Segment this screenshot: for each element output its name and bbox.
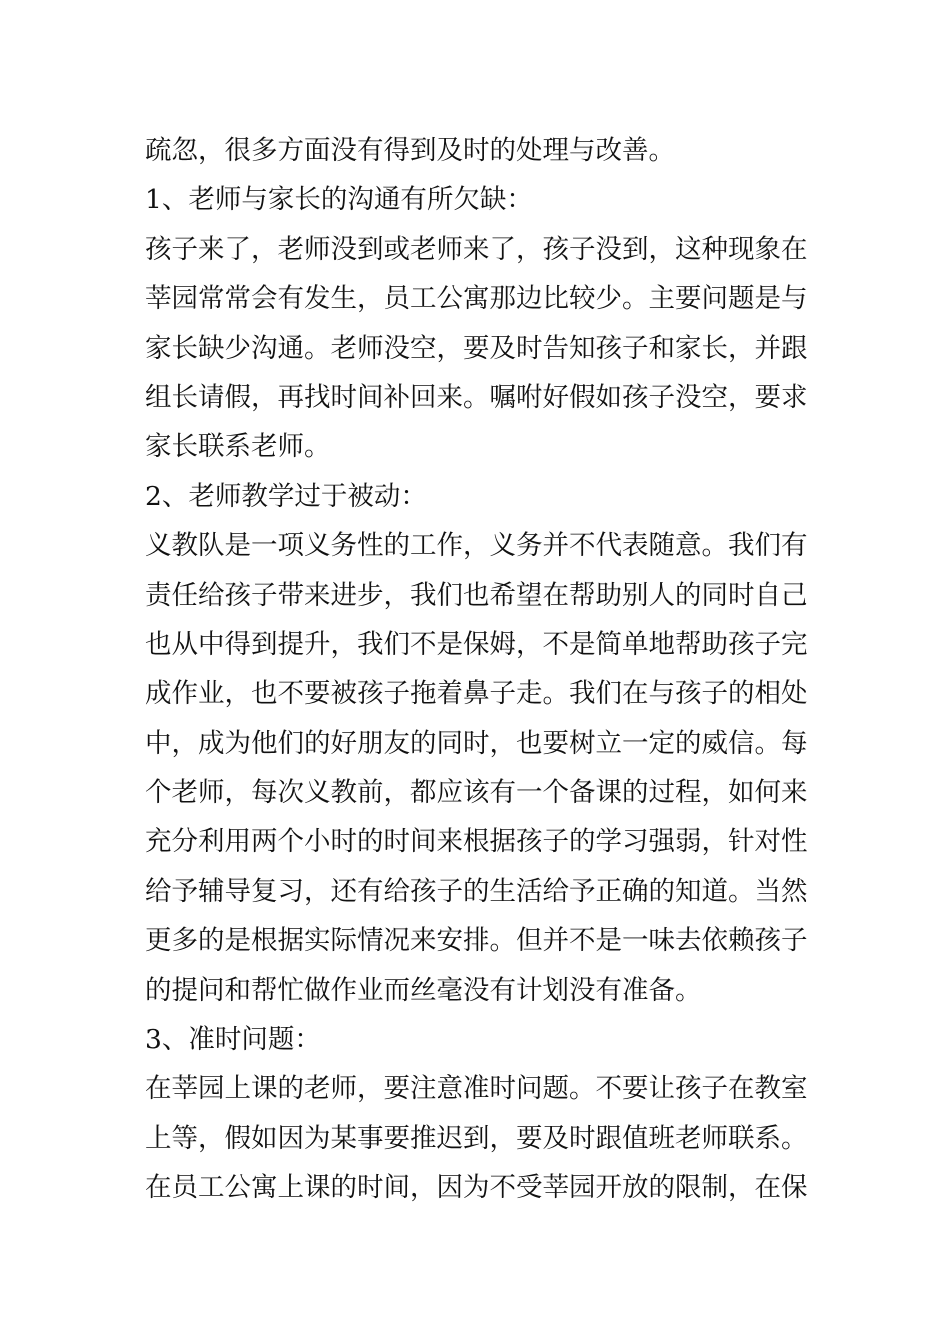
text-line: 疏忽，很多方面没有得到及时的处理与改善。 xyxy=(145,135,675,166)
body-text xyxy=(145,126,815,1213)
text-line: 给予辅导复习，还有给孩子的生活给予正确的知道。当然 xyxy=(145,875,808,907)
text-line: 孩子来了，老师没到或老师来了，孩子没到，这种现象在 xyxy=(145,233,808,265)
text-line: 组长请假，再找时间补回来。嘱咐好假如孩子没空，要求 xyxy=(145,381,808,413)
text-line: 更多的是根据实际情况来安排。但并不是一味去依赖孩子 xyxy=(145,925,808,957)
section-heading: 3、准时问题： xyxy=(145,1024,321,1056)
text-line: 责任给孩子带来进步，我们也希望在帮助别人的同时自己 xyxy=(145,579,808,611)
section-heading: 1、老师与家长的沟通有所欠缺： xyxy=(145,184,533,216)
text-line: 莘园常常会有发生，员工公寓那边比较少。主要问题是与 xyxy=(145,283,808,315)
text-line: 家长缺少沟通。老师没空，要及时告知孩子和家长，并跟 xyxy=(145,332,808,364)
text-line: 的提问和帮忙做作业而丝毫没有计划没有准备。 xyxy=(145,974,702,1006)
text-line: 在莘园上课的老师，要注意准时问题。不要让孩子在教室 xyxy=(145,1073,808,1105)
text-line: 成作业，也不要被孩子拖着鼻子走。我们在与孩子的相处 xyxy=(145,678,808,710)
text-line: 上等，假如因为某事要推迟到，要及时跟值班老师联系。 xyxy=(145,1122,808,1154)
text-line: 充分利用两个小时的时间来根据孩子的学习强弱，针对性 xyxy=(145,826,808,858)
text-line: 也从中得到提升，我们不是保姆，不是简单地帮助孩子完 xyxy=(145,628,808,660)
text-line: 家长联系老师。 xyxy=(145,431,331,463)
section-heading: 2、老师教学过于被动： xyxy=(145,480,427,512)
text-line: 中，成为他们的好朋友的同时，也要树立一定的威信。每 xyxy=(145,727,808,759)
text-line: 义教队是一项义务性的工作，义务并不代表随意。我们有 xyxy=(145,530,808,562)
text-line: 个老师，每次义教前，都应该有一个备课的过程，如何来 xyxy=(145,777,808,809)
text-line: 在员工公寓上课的时间，因为不受莘园开放的限制，在保 xyxy=(145,1172,808,1204)
